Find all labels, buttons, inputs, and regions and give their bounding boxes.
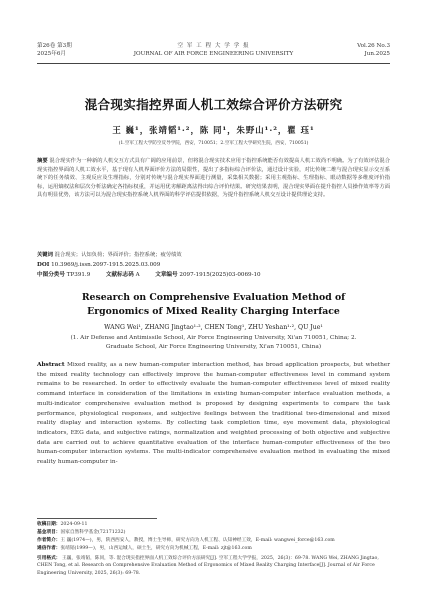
received-value: 2024-09-11 <box>60 522 88 527</box>
chinese-keywords-label: 关键词 <box>37 252 53 258</box>
chinese-keywords-text: 混合现实；认知负荷；界面评价；指控系统；疲劳绩效 <box>54 252 182 258</box>
received-label: 收稿日期： <box>37 522 61 527</box>
journal-name-en: JOURNAL OF AIR FORCE ENGINEERING UNIVERSITY <box>133 51 294 57</box>
header-rule <box>37 63 390 64</box>
vol-no-en: Vol.26 No.3 <box>357 43 390 49</box>
footnote-corresponding <box>37 545 397 552</box>
english-abstract <box>37 361 390 468</box>
footnote-received <box>37 521 397 528</box>
corresponding-value: 张靖韬(1999—)，男，山西运城人，硕士生，研究方向为机械工程，E-mail: zjt@163.com <box>60 546 252 551</box>
english-abstract-text: Mixed reality, as a new human-computer interaction method, has broad application prospects, but whether the mixed reality technology can effectively improve the human-computer effectiveness level in command system remains to be researched. In order to effectively evaluate the human-computer effectiveness level of mixed reality command interface in consideration of the limitations in existing human-computer interface evaluation methods, a multi-indicator comprehensive evaluation method is proposed by designing experiments to compare the task performance, physiological responses, and subjective feelings between the traditional two-dimensional and mixed reality display and interaction systems. By collecting task completion time, eye movement data, physiological indicators, EEG data, and subjective ratings, normalization and weighted processing of both objective and subjective data are carried out to achieve quantitative evaluation of the interface human-computer effectiveness of the two human-computer interaction systems. The multi-indicator comprehensive evaluation method in evaluating the mixed reality human-computer in- <box>37 362 391 466</box>
citation-text: 王巍，张靖韬，陈同，等. 混合现实指控界面人机工效综合评价方法研究[J]. 空军工程大学学报，2025，26(3)：69-78. WANG Wei, ZHANG Jingtao, CHEN Tong, et al. Research on Comprehensive Evaluation Method of Ergonomics of Mixed Reality Charging Interface[J]. Journal of Air Force Engineering University, 2025, 26(3): 69-78. <box>37 556 379 576</box>
clc-label: 中图分类号 <box>37 272 65 278</box>
footnote-fund <box>37 529 397 536</box>
chinese-abstract-text: 混合现实作为一种新的人机交互方式具有广阔的应用前景，但将混合现实技术应用于指控系统能否有效提高人机工效尚不明确。为了有效评估混合现实指控界面的人机工效水平，基于现有人机界面评价方法的局限性，提出了多指标综合评价法，通过设计实验，对比传统二维与混合现实显示交互系统下的任务绩效、主观反应及生理指标，分别对传统与混合现实界面进行测量，采集相关数据；采用主观指标、生理指标、眼动数据等多维度评价指标，运用熵权法和层次分析法确定各指标权重，并运用优劣解距离法得出综合评价结果。研究结果表明，混合现实界面在提升指控人员操作效率等方面具有明显优势，该方法可以为混合现实指控系统人机界面的科学评估提供依据，为提升指控系统人机交互设计提供理论支持。 <box>37 158 390 199</box>
chinese-authors: 王 巍¹，张靖韬¹·²，陈 同¹，朱野山¹·²，瞿 珏¹ <box>112 125 315 135</box>
footnote-author <box>37 537 397 544</box>
article-no-label: 文章编号 <box>155 272 178 278</box>
chinese-abstract <box>37 157 390 200</box>
doc-code-value: A <box>135 272 140 278</box>
doc-code-label: 文献标志码 <box>105 272 134 278</box>
fund-value: 国家自然科学基金(72171232) <box>60 530 126 535</box>
english-abstract-label: Abstract <box>37 362 65 368</box>
citation-format <box>37 555 390 577</box>
issue-date-en: Jun.2025 <box>364 51 390 57</box>
doi-label: DOI <box>37 262 50 268</box>
issue-date-cn: 2025年6月 <box>37 51 66 57</box>
article-no-value: 2097-1915(2025)03-0069-10 <box>179 272 261 278</box>
chinese-keywords <box>37 251 390 259</box>
clc-value: TP391.9 <box>66 272 91 278</box>
english-title: Research on Comprehensive Evaluation Method of Ergonomics of Mixed Reality Charging Interface <box>81 292 346 317</box>
volume-issue: 第26卷 第3期 <box>37 43 72 49</box>
classification-line <box>37 271 390 279</box>
journal-name-cn: 空 军 工 程 大 学 学 报 <box>177 43 250 49</box>
author-label: 作者简介： <box>37 538 61 543</box>
english-affiliation: (1. Air Defense and Antimissile School, Air Force Engineering University, Xi'an 710051, China; 2. Graduate School, Air Force Engineering University, Xi'an 710051, China) <box>70 335 357 350</box>
chinese-title: 混合现实指控界面人机工效综合评价方法研究 <box>84 97 343 112</box>
fund-label: 基金项目： <box>37 530 61 535</box>
chinese-abstract-label: 摘要 <box>37 158 48 164</box>
author-value: 王 巍(1974—)，男，陕西西安人，教授，博士生导师，研究方向为人机工程、认知神经工效，E-mail: wangwei_force@163.com <box>60 538 335 543</box>
english-authors: WANG Wei¹, ZHANG Jingtao¹·², CHEN Tong¹, ZHU Yeshan¹·², QU Jue¹ <box>104 324 323 331</box>
doi-value: 10.3969/j.issn.2097-1915.2025.03.009 <box>51 262 161 268</box>
chinese-affiliation: (1.空军工程大学防空反导学院，西安，710051；2.空军工程大学研究生院，西安，710051) <box>118 141 309 146</box>
doi-line <box>37 261 160 269</box>
header-right <box>357 42 390 58</box>
corresponding-label: 通信作者： <box>37 546 61 551</box>
footnote-rule <box>37 518 157 519</box>
citation-label: 引用格式： <box>37 556 61 561</box>
